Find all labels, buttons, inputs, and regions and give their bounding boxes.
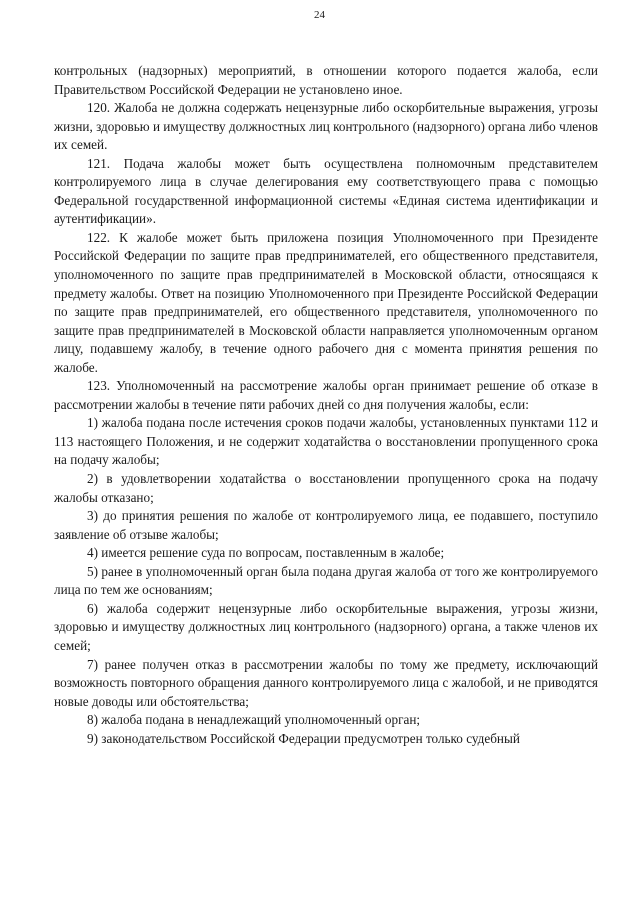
page-number: 24 — [314, 9, 325, 21]
list-item-2: 2) в удовлетворении ходатайства о восстановлении пропущенного срока на подачу жалобы отказано; — [54, 471, 598, 505]
document-body — [54, 62, 598, 748]
paragraph-123: 123. Уполномоченный на рассмотрение жалобы орган принимает решение об отказе в рассмотрении жалобы в течение пяти рабочих дней со дня получения жалобы, если: — [54, 378, 598, 412]
list-item-4: 4) имеется решение суда по вопросам, поставленным в жалобе; — [87, 545, 445, 561]
paragraph-121: 121. Подача жалобы может быть осуществлена полномочным представителем контролируемого лица в случае делегирования ему соответствующего права с помощью Федеральной государственной информационной системы «Единая система идентификации и аутентификации». — [54, 155, 598, 227]
paragraph-120: 120. Жалоба не должна содержать нецензурные либо оскорбительные выражения, угрозы жизни, здоровью и имуществу должностных лиц контрольного (надзорного) органа либо членов их семей. — [54, 100, 599, 153]
list-item-3: 3) до принятия решения по жалобе от контролируемого лица, ее подавшего, поступило заявление об отзыве жалобы; — [54, 508, 598, 542]
list-item-1: 1) жалоба подана после истечения сроков подачи жалобы, установленных пунктами 112 и 113 настоящего Положения, и не содержит ходатайства о восстановлении пропущенного срока на подачу жалобы; — [54, 415, 598, 468]
list-item-9: 9) законодательством Российской Федерации предусмотрен только судебный — [87, 730, 520, 746]
list-item-7: 7) ранее получен отказ в рассмотрении жалобы по тому же предмету, исключающий возможность повторного обращения данного контролируемого лица с жалобой, и не приводятся новые доводы или обстоятельства; — [54, 656, 598, 709]
list-item-6: 6) жалоба содержит нецензурные либо оскорбительные выражения, угрозы жизни, здоровью и имуществу должностных лиц контрольного (надзорного) органа, а также членов их семей; — [54, 600, 598, 653]
list-item-8: 8) жалоба подана в ненадлежащий уполномоченный орган; — [87, 712, 421, 728]
list-item-5: 5) ранее в уполномоченный орган была подана другая жалоба от того же контролируемого лица по тем же основаниям; — [54, 563, 598, 598]
paragraph-122: 122. К жалобе может быть приложена позиция Уполномоченного при Президенте Российской Федерации по защите прав предпринимателей, его общественного представителя, уполномоченного по защите прав предпринимателей в Московской области, относящаяся к предмету жалобы. Ответ на позицию Уполномоченного при Президенте Российской Федерации по защите прав предпринимателей, его общественного представителя, уполномоченного по защите прав предпринимателей в Московской области направляется уполномоченным органом лицу, подавшему жалобу, в течение одного рабочего дня с момента принятия решения по жалобе. — [54, 229, 598, 375]
paragraph-continuation: контрольных (надзорных) мероприятий, в отношении которого подается жалоба, если Правительством Российской Федерации не установлено иное. — [54, 63, 598, 97]
